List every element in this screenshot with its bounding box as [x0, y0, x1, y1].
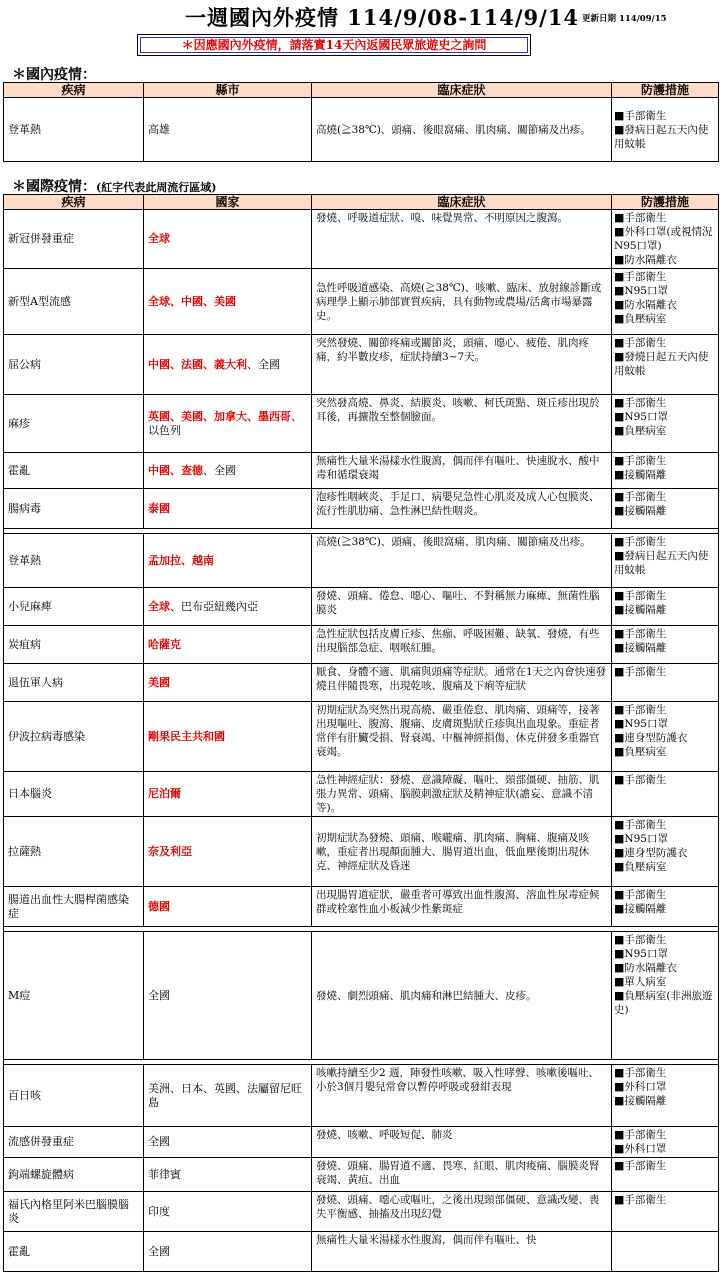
country-text: 全國 — [148, 1135, 170, 1148]
protection-cell — [612, 453, 719, 489]
protection-cell — [612, 664, 719, 702]
table-row — [4, 588, 719, 626]
protection-cell — [612, 395, 719, 453]
symptoms-cell: 突然發燒、關節疼痛或關節炎，頭痛、噁心、疲倦、肌肉疼痛，約半數皮疹，症狀持續3~7天。 — [312, 335, 612, 395]
disease-cell: 福氏內格里阿米巴腦膜腦炎 — [4, 1192, 144, 1232]
disease-cell: 霍亂 — [4, 1232, 144, 1272]
symptoms-cell: 急性呼吸道感染、高燒(≧38℃)、咳嗽、臨床、放射線診斷或病理學上顯示肺部實質疾病，具有動物或農場/活禽市場暴露史。 — [312, 269, 612, 335]
epidemic-country-red: 德國 — [148, 899, 170, 913]
protection-item: ■ 外科口罩 — [614, 1142, 716, 1156]
epidemic-country-red: 剛果民主共和國 — [148, 729, 225, 743]
country-cell — [144, 1192, 312, 1232]
page-title: 一週國內外疫情 114/9/08-114/9/14 — [185, 5, 580, 30]
country-cell — [144, 395, 312, 453]
symptoms-cell: 無痛性大量米湯樣水性腹瀉，偶而伴有嘔吐、快 — [312, 1232, 612, 1272]
protection-item: ■ 手部衛生 — [614, 535, 716, 549]
protection-item: ■ 單人病室 — [614, 975, 716, 989]
protection-cell — [612, 489, 719, 529]
protection-cell — [612, 1127, 719, 1158]
col-header-disease: 疾病 — [4, 83, 144, 98]
table-row — [4, 395, 719, 453]
country-text: 菲律賓 — [148, 1167, 181, 1181]
col-header-disease: 疾病 — [4, 195, 144, 210]
symptoms-cell: 發燒、頭痛、噁心或嘔吐，之後出現頸部僵硬、意識改變、喪失平衡感、抽搐及出現幻覺 — [312, 1192, 612, 1232]
page-header — [0, 2, 720, 28]
protection-item: ■ 手部衛生 — [614, 627, 716, 641]
table-row — [4, 702, 719, 772]
disease-cell: 登革熱 — [4, 98, 144, 162]
country-cell — [144, 588, 312, 626]
epidemic-country-red: 全球 — [148, 232, 170, 245]
protection-item: ■ N95口罩 — [614, 717, 716, 731]
protection-item: ■ 發病日起五天內使用蚊帳 — [614, 123, 716, 151]
col-header-protection: 防護措施 — [612, 83, 719, 98]
table-row — [4, 772, 719, 817]
country-cell — [144, 453, 312, 489]
disease-cell: 鉤端螺旋體病 — [4, 1158, 144, 1192]
epidemic-country-red: 中國、法國、義大利 — [148, 357, 247, 371]
table-row — [4, 1065, 719, 1127]
protection-item: ■ 手部衛生 — [614, 1066, 716, 1080]
disease-cell: 登革熱 — [4, 534, 144, 588]
disease-cell: 小兒麻痺 — [4, 588, 144, 626]
symptoms-cell: 發燒、頭痛、倦怠、噁心、嘔吐、不對稱無力麻痺、無菌性腦膜炎 — [312, 588, 612, 626]
protection-cell — [612, 817, 719, 887]
country-cell — [144, 335, 312, 395]
protection-item: ■ 手部衛生 — [614, 1159, 716, 1173]
epidemic-country-red: 奈及利亞 — [148, 844, 192, 858]
symptoms-cell: 初期症狀為發燒、頭痛、喉嚨痛、肌肉痛、胸痛、腹痛及咳嗽，重症者出現顏面腫大、腸胃道出血，低血壓後期出現休克、神經症狀及昏迷 — [312, 817, 612, 887]
table-row — [4, 887, 719, 927]
protection-cell — [612, 588, 719, 626]
symptoms-cell: 高燒(≧38℃)、頭痛、後眼窩痛、肌肉痛、關節痛及出疹。 — [312, 98, 612, 162]
protection-item: ■ 手部衛生 — [614, 773, 716, 787]
country-text: 全國 — [148, 988, 170, 1002]
symptoms-cell: 泡疹性咽峽炎、手足口、病嬰兒急性心肌炎及成人心包膜炎、流行性肌肋痛、急性淋巴結性咽炎。 — [312, 489, 612, 529]
symptoms-cell: 出現腸胃道症狀，嚴重者可導致出血性腹瀉、溶血性尿毒症候 群或栓塞性血小板減少性紫斑症 — [312, 887, 612, 927]
update-date: 更新日期 114/09/15 — [582, 14, 667, 24]
country-text: 全國 — [148, 1244, 170, 1258]
country-text: 美洲、日本、英國、法屬留尼旺島 — [148, 1081, 302, 1109]
table-row — [4, 269, 719, 335]
epidemic-country-red: 英國、美國、加拿大、墨西哥 — [148, 409, 291, 423]
symptoms-cell: 發燒、頭痛、腸胃道不適、畏寒、紅眼、肌肉痠痛、腦膜炎腎衰竭、黃疸、出血 — [312, 1158, 612, 1192]
protection-cell — [612, 269, 719, 335]
disease-cell: 伊波拉病毒感染 — [4, 702, 144, 772]
protection-item: ■ 手部衛生 — [614, 1193, 716, 1207]
protection-item: ■ 手部衛生 — [614, 211, 716, 225]
protection-item: ■ 手部衛生 — [614, 1128, 716, 1142]
country-cell — [144, 817, 312, 887]
protection-item: ■ 手部衛生 — [614, 396, 716, 410]
protection-item: ■ 防水隔離衣 — [614, 298, 716, 312]
country-cell — [144, 1065, 312, 1127]
disease-cell: 日本腦炎 — [4, 772, 144, 817]
col-header-country: 國家 — [144, 195, 312, 210]
protection-item: ■ 負壓病室(非洲旅遊史) — [614, 989, 716, 1017]
epidemic-country-red: 尼泊爾 — [148, 787, 181, 800]
protection-item: ■ 手部衛生 — [614, 454, 716, 468]
country-cell — [144, 1232, 312, 1272]
country-text: 、全國 — [203, 463, 236, 477]
country-cell — [144, 1127, 312, 1158]
disease-cell: 拉薩熱 — [4, 817, 144, 887]
table-row — [4, 1192, 719, 1232]
protection-item: ■ 手部衛生 — [614, 270, 716, 284]
symptoms-cell: 無痛性大量米湯樣水性腹瀉，偶而伴有嘔吐、快速脫水、酸中毒和循環衰竭 — [312, 453, 612, 489]
domestic-section-title: ＊國內疫情： — [12, 67, 96, 83]
symptoms-cell: 急性症狀包括皮膚丘疹、焦痂、呼吸困難、缺氧、發燒，有些出現腦部急症、咽喉紅腫。 — [312, 626, 612, 664]
country-cell — [144, 887, 312, 927]
table-row — [4, 932, 719, 1060]
disease-cell: M痘 — [4, 932, 144, 1060]
protection-item: ■ 接觸隔離 — [614, 504, 716, 518]
protection-item: ■ 手部衛生 — [614, 109, 716, 123]
country-text: 、巴布亞紐幾內亞 — [170, 599, 258, 613]
table-row — [4, 489, 719, 529]
disease-cell: 屈公病 — [4, 335, 144, 395]
country-text: 、以色列 — [148, 409, 302, 437]
protection-cell — [612, 932, 719, 1060]
protection-item: ■ 手部衛生 — [614, 888, 716, 902]
protection-item: ■ 防水隔離衣 — [614, 961, 716, 975]
area-cell: 高雄 — [144, 98, 312, 162]
protection-cell — [612, 887, 719, 927]
protection-item: ■ 手部衛生 — [614, 589, 716, 603]
protection-cell — [612, 98, 719, 162]
protection-item: ■ 負壓病室 — [614, 745, 716, 759]
table-row — [4, 1127, 719, 1158]
protection-item: ■ 手部衛生 — [614, 818, 716, 832]
protection-item: ■ N95口罩 — [614, 284, 716, 298]
protection-item: ■ 負壓病室 — [614, 312, 716, 326]
protection-item: ■ 連身型防護衣 — [614, 731, 716, 745]
protection-item: ■ 防水隔離衣 — [614, 253, 716, 267]
protection-item: ■ 接觸隔離 — [614, 902, 716, 916]
disease-cell: 百日咳 — [4, 1065, 144, 1127]
table-row — [4, 210, 719, 269]
disease-cell: 新冠併發重症 — [4, 210, 144, 269]
disease-cell: 退伍軍人病 — [4, 664, 144, 702]
protection-item: ■ 發病日起五天內使用蚊帳 — [614, 549, 716, 577]
disease-cell: 麻疹 — [4, 395, 144, 453]
epidemic-country-red: 孟加拉、越南 — [148, 553, 214, 567]
table-row — [4, 1158, 719, 1192]
protection-cell — [612, 534, 719, 588]
symptoms-cell: 急性神經症狀：發燒、意識障礙、嘔吐、頸部僵硬、抽筋、肌張力異常、頭痛、腦膜刺激症狀及精神症狀(譫妄、意識不清等)。 — [312, 772, 612, 817]
protection-item: ■ 連身型防護衣 — [614, 846, 716, 860]
protection-cell — [612, 702, 719, 772]
protection-cell — [612, 1192, 719, 1232]
epidemic-country-red: 全球、中國、美國 — [148, 294, 236, 308]
epidemic-country-red: 中國、查德 — [148, 463, 203, 477]
col-header-symptoms: 臨床症狀 — [312, 83, 612, 98]
protection-item: ■ 接觸隔離 — [614, 603, 716, 617]
epidemic-country-red: 哈薩克 — [148, 637, 181, 651]
disease-cell: 流感併發重症 — [4, 1127, 144, 1158]
table-row — [4, 626, 719, 664]
protection-item: ■ 負壓病室 — [614, 860, 716, 874]
country-text: 印度 — [148, 1204, 170, 1218]
protection-cell — [612, 210, 719, 269]
country-cell — [144, 269, 312, 335]
country-cell — [144, 626, 312, 664]
symptoms-cell: 高燒(≧38℃)、頭痛、後眼窩痛、肌肉痛、關節痛及出疹。 — [312, 534, 612, 588]
disease-cell: 新型A型流感 — [4, 269, 144, 335]
protection-item: ■ 接觸隔離 — [614, 1094, 716, 1108]
table-row — [4, 664, 719, 702]
protection-item: ■ 外科口罩(或視情況N95口罩) — [614, 225, 716, 253]
protection-item: ■ 外科口罩 — [614, 1080, 716, 1094]
symptoms-cell: 發燒、咳嗽、呼吸短促、肺炎 — [312, 1127, 612, 1158]
country-cell — [144, 210, 312, 269]
epidemic-country-red: 泰國 — [148, 501, 170, 515]
protection-item: ■ 手部衛生 — [614, 336, 716, 350]
protection-cell — [612, 772, 719, 817]
country-cell — [144, 534, 312, 588]
country-cell — [144, 489, 312, 529]
notice-banner: ＊因應國內外疫情，請落實14天內返國民眾旅遊史之詢問 — [137, 34, 531, 56]
disease-cell: 霍亂 — [4, 453, 144, 489]
protection-item: ■ N95口罩 — [614, 947, 716, 961]
symptoms-cell: 咳嗽持續至少2 週，陣發性咳嗽、吸入性哮聲、咳嗽後嘔吐、小於3個月嬰兒常會以暫停呼吸或發紺表現 — [312, 1065, 612, 1127]
epidemic-country-red: 全球 — [148, 599, 170, 613]
protection-cell — [612, 1065, 719, 1127]
international-table — [3, 194, 719, 1272]
col-header-symptoms: 臨床症狀 — [312, 195, 612, 210]
symptoms-cell: 厭食、身體不適、肌痛與頭痛等症狀。通常在1天之內會快速發燒且伴隨畏寒，出現乾咳、腹痛及下痢等症狀 — [312, 664, 612, 702]
protection-item: ■ 接觸隔離 — [614, 468, 716, 482]
col-header-protection: 防護措施 — [612, 195, 719, 210]
international-section-title — [12, 176, 216, 196]
protection-item: ■ 負壓病室 — [614, 424, 716, 438]
table-row — [4, 817, 719, 887]
protection-item: ■ 手部衛生 — [614, 933, 716, 947]
country-cell — [144, 664, 312, 702]
country-cell — [144, 702, 312, 772]
protection-cell — [612, 1158, 719, 1192]
country-cell — [144, 932, 312, 1060]
protection-cell — [612, 626, 719, 664]
domestic-table — [3, 82, 719, 162]
symptoms-cell: 發燒、呼吸道症狀、嗅、味覺異常、不明原因之腹瀉。 — [312, 210, 612, 269]
symptoms-cell: 初期症狀為突然出現高燒、嚴重倦怠、肌肉痛、頭痛等，接著出現嘔吐、腹瀉、腹痛、皮膚斑點狀丘疹與出血現象。重症者常伴有肝臟受損、腎衰竭、中樞神經損傷、休克併發多重器官衰竭。 — [312, 702, 612, 772]
symptoms-cell: 突然發高燒、鼻炎、結膜炎、咳嗽、柯氏斑點、斑丘疹出現於耳後，再擴散至整個臉面。 — [312, 395, 612, 453]
table-row — [4, 98, 719, 162]
protection-item: ■ 發燒日起五天內使用蚊帳 — [614, 350, 716, 378]
disease-cell: 腸病毒 — [4, 489, 144, 529]
international-note: (紅字代表此周流行區域) — [96, 181, 217, 194]
country-cell — [144, 772, 312, 817]
col-header-area: 縣市 — [144, 83, 312, 98]
disease-cell: 炭疽病 — [4, 626, 144, 664]
country-cell — [144, 1158, 312, 1192]
international-title: ＊國際疫情： — [12, 179, 96, 195]
disease-cell: 腸道出血性大腸桿菌感染症 — [4, 887, 144, 927]
table-row — [4, 534, 719, 588]
table-row — [4, 1232, 719, 1272]
protection-item: ■ 接觸隔離 — [614, 641, 716, 655]
protection-item: ■ N95口罩 — [614, 832, 716, 846]
epidemic-country-red: 美國 — [148, 675, 170, 689]
protection-cell — [612, 1232, 719, 1272]
protection-item: ■ 手部衛生 — [614, 665, 716, 679]
symptoms-cell: 發燒、劇烈頭痛、肌肉痛和淋巴結腫大、皮疹。 — [312, 932, 612, 1060]
protection-item: ■ 手部衛生 — [614, 703, 716, 717]
country-text: 、全國 — [247, 357, 280, 371]
table-row — [4, 335, 719, 395]
protection-item: ■ N95口罩 — [614, 410, 716, 424]
protection-cell — [612, 335, 719, 395]
table-row — [4, 453, 719, 489]
protection-item: ■ 手部衛生 — [614, 490, 716, 504]
